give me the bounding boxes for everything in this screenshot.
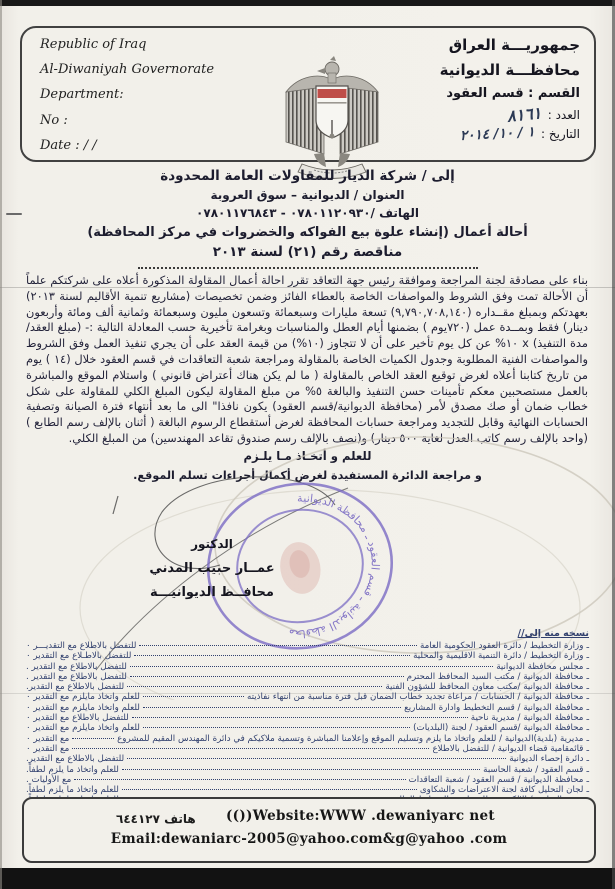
governorate-name-en: Al-Diwaniyah Governorate [40,62,215,77]
cc-row [26,651,589,661]
dotted-leader [143,696,244,697]
scan-edge-top [0,0,615,6]
signer-position: محافــظ الديوانيـــة [150,585,274,600]
signature-block [128,537,296,600]
governorate-name-ar: محافظـــة الديوانية [439,61,580,79]
cc-destination: محافظة الديوانية /مكتب معاون المحافظ للشؤون الفنية [385,682,584,693]
cc-note: للتفضل بالاطـلاع مع التقدير ٠ [26,651,132,662]
cc-destination: محافظة الديوانية / مكتب السيد المحافظ المحترم [406,671,584,682]
dotted-leader [130,666,493,667]
letterhead-english [40,38,214,164]
cc-destination: مديرية (بلدية)الديوانية / للعلم واتخاذ ما يلزم وتسليم الموقع وإعلامنا المباشرة وتسمية ملاكيكم في دائرة المهندس المقيم للمشروع [117,733,584,744]
cc-bullet: ـ [586,774,589,785]
closing-note-1: للعلم و أتخـاذ مـا يلـزم [243,449,372,463]
dotted-leader [122,769,480,770]
subject-line: أحالة أعمال (إنشاء علوة بيع الفواكه والخضروات في مركز المحافظة) [87,225,528,240]
cc-row [26,765,589,775]
signer-name: عمــار حبيب المدني [149,561,275,576]
dotted-leader [143,727,410,728]
dotted-leader [139,645,417,646]
cc-note: للعلم واتخاذ مايلزم مع التقدير ٠ [26,692,140,703]
cc-note: للتفضل بالاطلاع مع التقدير. [26,682,125,693]
footer-contact-box [22,797,596,863]
footer-phone: هاتف ٦٤٤١٢٧ [116,812,196,826]
country-name-en: Republic of Iraq [40,37,147,52]
cc-destination: محافظة الديوانية /قسم العقود / لجنة (البلديات) [413,723,584,734]
cc-note: للتفضل بالاطلاع مع التقدير . [26,671,127,682]
cc-bullet: ـ [586,754,589,765]
cc-row [26,692,589,702]
ref-number-handwritten: ٨١٦١ [506,103,543,126]
addressee-address: العنوان / الديوانية – سوق العروبة [210,188,405,202]
ref-date-label: التاريخ : [540,127,580,141]
dotted-leader [74,779,405,780]
cc-bullet: ـ [586,743,589,754]
scan-edge-left [0,0,2,889]
cc-row [26,703,589,713]
dotted-leader [132,717,468,718]
date-label-en: Date : / / [40,138,97,153]
cc-note: للتفضل بالاطلاع مع التقدير ٠ [26,713,129,724]
cc-destination: محافظة الديوانية / قسم التخطيط وادارة المشاريع [404,702,584,713]
dotted-leader [72,738,114,739]
pen-tick-mark [113,496,118,514]
cc-destination: محافظة الديوانية / قسم العقود / شعبة التعاقدات [408,774,584,785]
stamp-text: محافظة الديوانية ـ قسم العقود ـ محافظة الديوانية [288,491,382,641]
cc-bullet: ـ [586,682,589,693]
ref-number-label: العدد : [547,107,580,122]
number-label-en: No : [40,113,68,128]
cc-note: للتفضل بالاطلاع مع التقدير. [26,754,125,765]
cc-row [26,682,589,692]
cc-row [26,754,589,764]
ref-date-handwritten: ٢٠١٤ /١٠ / ١ [459,124,536,144]
cc-bullet: ـ [586,733,589,744]
cc-note: مع التقدير ٠ [26,743,70,754]
iraq-coat-of-arms-icon [280,56,384,180]
cc-destination: وزارة التخطيط / دائرة العقود الحكومية العامة [419,641,584,651]
cc-note: للعلم واتخاذ مايلزم مع التقدير ٠ [26,702,140,713]
addressee-block [0,168,615,269]
addressee-to: إلى / شركة الديار للمقاولات العامة المحدودة [160,168,455,184]
dotted-leader [72,748,429,749]
cc-note: للعلم واتخاذ ما يلزم لطفاً. [26,785,119,796]
cc-note: للعلم واتخاذ ما يلزم لطفاً. [26,764,119,775]
cc-destination: قسم العقود / شعبة الحاسبة [483,764,584,775]
country-name-ar: جمهوريـــة العراق [448,36,580,54]
cc-destination: محافظة الديوانية / مديرية ناحية [470,713,584,724]
dotted-leader [127,686,382,687]
cc-bullet: ـ [586,661,589,672]
tender-line: مناقصة رقم (٢١) لسنة ٢٠١٣ [212,244,403,260]
footer-email: Email:dewaniarc-2005@yahoo.com&g@yahoo .com [110,831,508,847]
cc-heading: نسخه منه إلى// [517,628,589,639]
cc-bullet: ـ [586,641,589,651]
dotted-leader [122,789,417,790]
letterhead-arabic [440,34,580,144]
cc-row [26,734,589,744]
addressee-phone: الهاتف /٠٧٨٠١١٢٠٩٣٠ - ٠٧٨٠١١٧٦٨٤٣ [196,206,419,220]
dotted-separator [138,265,478,269]
cc-row [26,785,589,795]
cc-note: مع الأوليات . [26,774,72,785]
cc-row [26,662,589,672]
cc-destination: دائرة إحصاء الديوانية [509,754,584,765]
cc-bullet: ـ [586,692,589,703]
footer-website: (())Website:WWW .dewaniyarc net [226,808,495,824]
cc-bullet: ـ [586,671,589,682]
cc-row [26,672,589,682]
dotted-leader [130,676,404,677]
cc-note: مع التقدير ٠ [26,733,70,744]
cc-bullet: ـ [586,713,589,724]
dotted-leader [134,655,410,656]
cc-row [26,641,589,651]
cc-note: للعلم واتخاذ مايلزم مع التقدير ٠ [26,723,140,734]
cc-note: للتفضل بالاطلاع مع التقدير . [26,661,127,672]
ref-date-row [440,126,580,142]
cc-row [26,775,589,785]
cc-bullet: ـ [586,723,589,734]
cc-section [26,628,589,816]
section-line: القسم : قسم العقود [446,86,580,101]
cc-destination: محافظة الديوانية / الحسابات / مراعاة تجديد خطاب الضمان قبل فترة مناسبة من انتهاء نفاذيته [246,692,584,703]
cc-row [26,713,589,723]
scan-edge-bottom [0,868,615,889]
cc-bullet: ـ [586,785,589,796]
ref-number-row [440,105,580,124]
signer-title: الدكتور [191,537,233,551]
cc-note: للتفضل بالاطلاع مع التقديـــر ٠ [26,641,137,651]
letterhead-box [20,26,596,162]
cc-destination: وزارة التخطيط / دائرة التنمية الاقليمية والمحلية [413,651,584,662]
cc-bullet: ـ [586,651,589,662]
cc-bullet: ـ [586,764,589,775]
cc-destination: لجان التحليل كافة لجنة الاعتراضات والشكاوى [419,785,584,796]
dotted-leader [143,707,401,708]
closing-note-2: و مراجعة الدائرة المستفيدة لغرض أكمال أجراءات تسلم الموقع. [133,469,482,482]
department-label-en: Department: [40,87,124,102]
cc-bullet: ـ [586,702,589,713]
dotted-leader [127,758,506,759]
cc-destination: مجلس محافظة الديوانية [496,661,584,672]
cc-row [26,744,589,754]
cc-destination: قائمقامية قضاء الديوانية / للتفضل بالاطلاع [432,743,584,754]
cc-list [26,641,589,816]
cc-row [26,723,589,733]
letter-body-paragraph: بناء على مصادقة لجنة المراجعة وموافقة رئيس جهة التعاقد تقرر احالة أعمال المقاولة المذكورة أعلاه على شركتكم علماً أن الأحالة تمت وفق الشروط والمواصفات الخاصة بالعطاء الفائز وضمن تخصيصات (مشاريع تنمية الأقاليم لسنة ٢٠١٣) بعهدتكم وبمبلغ مقــداره (٩,٧٩٠,٧٠٨,١٤٠) تسعة مليارات وسبعمائة وتسعون مليون وسبعمائة وثمانية ألف ومائة وأربعون دينار) فقط وبمــدة عمل (٧٢٠يوم ) بضمنها أيام العطل والمناسبات وبغرامة تأخيرية حسب المعادلة التالية :- (مبلغ العقد/ مدة التنفيذ) x ١٠% عن كل يوم تأخير على أن لا تتجاوز (١٠%) من قيمة العقد على أن يجري تنفيذ العمل وفق الشروط والمواصفات الفنية المطلوبة وجدول الكميات الخاصة بالمقاولة ومراجعة شعبة التعاقدات في قسم العقود خلال (١٤ ) يوم من تاريخ كتابنا أعلاه لغرض توقيع العقد الخاص بالمقاولة ( ما لم يكن هناك أعتراض قانوني ) واستلام الموقع والمباشرة بالعمل مستصحبين معكم تأمينات حسن التنفيذ والبالغة ٥% من مبلغ المقاولة ليكون المبلغ الكلي للمقاولة على شكل خطاب ضمان أو صك مصدق لأمر (محافظة الديوانية/قسم العقود) يكون نافذا" الى ما بعد أنتهاء فترة الصيانة وتصفية الحسابات النهائية وقابل للتجديد ومراجعة حسابات المحافظة لغرض أستقطاع الرسوم البالغة ( أثنان بالإلف رسم الطابع ) (واحد بالإلف رسم كاتب العدل لغاية ٥٠٠ دينار) و(نصف بالإلف رسم صندوق تقاعد المهندسين) من المبلغ الكلي. [25,273,589,445]
